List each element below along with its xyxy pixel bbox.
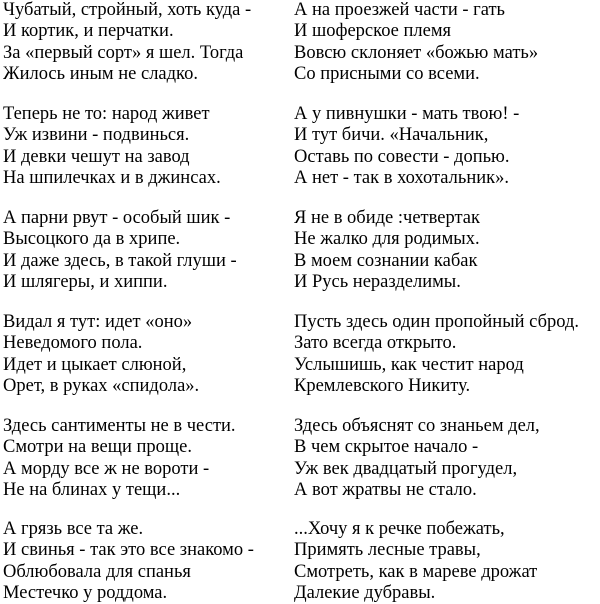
poem-line: Видал я тут: идет «оно» — [3, 312, 193, 332]
poem-line: За «первый сорт» я шел. Тогда — [3, 42, 244, 63]
poem-line: Неведомого пола. — [3, 333, 143, 354]
stanza-1 — [3, 0, 251, 85]
poem-line: Облюбовала для спанья — [3, 561, 191, 582]
poem-line: Здесь объяснят со знаньем дел, — [294, 416, 540, 436]
poem-line: На шпилечках и в джинсах. — [3, 167, 221, 188]
poem-line: Со присными со всеми. — [294, 63, 480, 84]
poem-line: Жилось иным не сладко. — [3, 63, 198, 84]
stanza-8 — [294, 104, 519, 189]
poem-line: И шлягеры, и хиппи. — [3, 271, 168, 292]
stanza-4 — [3, 312, 199, 397]
poem-line: Далекие дубравы. — [294, 582, 436, 603]
stanza-2 — [3, 104, 221, 189]
poem-line: Вовсю склоняет «божью мать» — [294, 42, 539, 63]
poem-line: Примять лесные травы, — [294, 540, 481, 561]
poem-line: А у пивнушки - мать твою! - — [294, 104, 520, 124]
poem-line: Местечко у роддома. — [3, 582, 168, 603]
poem-line: Не на блинах у тещи... — [3, 479, 181, 500]
poem-line: А грязь все та же. — [3, 519, 144, 539]
poem-line: Теперь не то: народ живет — [3, 104, 210, 124]
poem-line: Высоцкого да в хрипе. — [3, 229, 181, 250]
stanza-5 — [3, 416, 236, 501]
poem-line: Чубатый, стройный, хоть куда - — [3, 0, 252, 20]
stanza-11 — [294, 416, 540, 501]
poem-line: А вот жратвы не стало. — [294, 479, 477, 500]
poem-line: Услышишь, как честит народ — [294, 354, 524, 375]
poem-line: И свинья - так это все знакомо - — [3, 540, 254, 561]
poem-line: Не жалко для родимых. — [294, 229, 480, 250]
poem-line: Идет и цыкает слюной, — [3, 354, 187, 375]
stanza-10 — [294, 312, 579, 397]
stanza-9 — [294, 208, 480, 293]
poem-line: И тут бичи. «Начальник, — [294, 125, 489, 146]
poem-line: Оставь по совести - допью. — [294, 146, 510, 167]
poem-line: Орет, в руках «спидола». — [3, 375, 200, 396]
poem-line: Пусть здесь один пропойный сброд. — [294, 312, 580, 332]
poem-line: А нет - так в хохотальник». — [294, 167, 509, 188]
poem-line: Смотреть, как в мареве дрожат — [294, 561, 538, 582]
poem-line: А на проезжей части - гать — [294, 0, 505, 20]
poem-line: Уж век двадцатый прогудел, — [294, 458, 518, 479]
poem-line: Уж извини - подвинься. — [3, 125, 190, 146]
poem-line: И девки чешут на завод — [3, 146, 190, 167]
poem-line: Я не в обиде :четвертак — [294, 208, 480, 228]
poem-line: И даже здесь, в такой глуши - — [3, 250, 237, 271]
stanza-7 — [294, 0, 538, 85]
poem-line: ...Хочу я к речке побежать, — [294, 519, 505, 539]
stanza-12 — [294, 519, 537, 604]
poem-line: И шоферское племя — [294, 21, 452, 42]
poem-line: И кортик, и перчатки. — [3, 21, 174, 42]
poem-line: Здесь сантименты не в чести. — [3, 416, 236, 436]
stanza-3 — [3, 208, 237, 293]
poem-line: А морду все ж не вороти - — [3, 458, 210, 479]
poem-line: Зато всегда открыто. — [294, 333, 457, 354]
poem-line: В моем сознании кабак — [294, 250, 478, 271]
poem-line: Кремлевского Никиту. — [294, 375, 471, 396]
stanza-6 — [3, 519, 254, 604]
poem-line: И Русь неразделимы. — [294, 271, 461, 292]
poem-line: Смотри на вещи проще. — [3, 437, 192, 458]
poem-line: А парни рвут - особый шик - — [3, 208, 231, 228]
poem-line: В чем скрытое начало - — [294, 437, 479, 458]
